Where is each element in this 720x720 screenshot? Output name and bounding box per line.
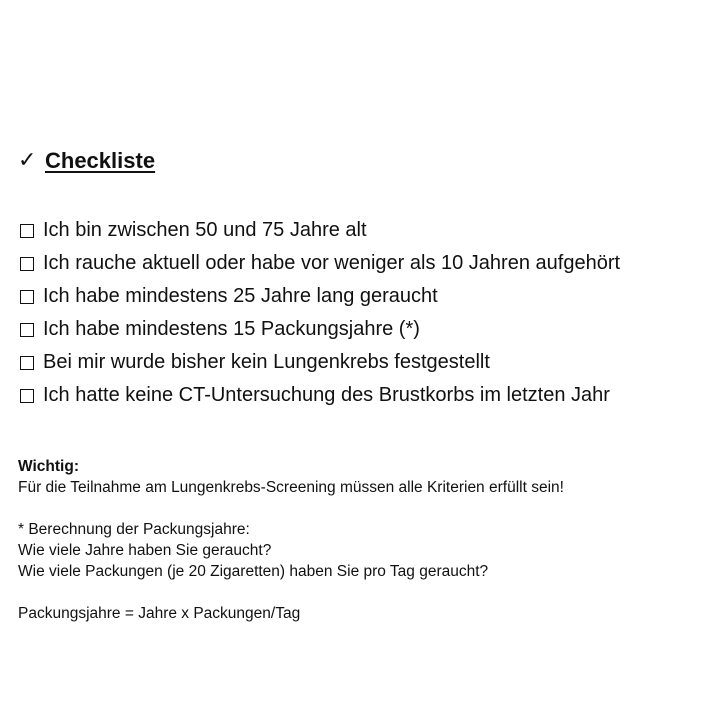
notice-text: Für die Teilnahme am Lungenkrebs-Screening müssen alle Kriterien erfüllt sein! xyxy=(18,479,564,496)
checkbox-icon[interactable] xyxy=(20,290,34,304)
checklist-items xyxy=(18,214,718,412)
checkbox-icon[interactable] xyxy=(20,389,34,403)
checklist-heading xyxy=(18,144,718,178)
calculation-question-packs: Wie viele Packungen (je 20 Zigaretten) haben Sie pro Tag geraucht? xyxy=(18,563,489,580)
spacer xyxy=(18,498,718,519)
checkbox-icon[interactable] xyxy=(20,323,34,337)
spacer xyxy=(18,582,718,603)
checklist-item-age[interactable] xyxy=(18,214,718,247)
checkbox-icon[interactable] xyxy=(20,257,34,271)
checklist-item-label: Bei mir wurde bisher kein Lungenkrebs festgestellt xyxy=(43,351,490,373)
calculation-question-years: Wie viele Jahre haben Sie geraucht? xyxy=(18,542,272,559)
notice-label: Wichtig: xyxy=(18,458,79,475)
checkbox-icon[interactable] xyxy=(20,356,34,370)
checklist-item-label: Ich rauche aktuell oder habe vor weniger als 10 Jahren aufgehört xyxy=(43,252,621,274)
calculation-formula: Packungsjahre = Jahre x Packungen/Tag xyxy=(18,605,301,622)
checklist-item-label: Ich habe mindestens 15 Packungsjahre (*) xyxy=(43,318,420,340)
info-section xyxy=(18,456,718,624)
checkbox-icon[interactable] xyxy=(20,224,34,238)
checklist-item-smoking-duration[interactable] xyxy=(18,280,718,313)
calculation-intro: * Berechnung der Packungsjahre: xyxy=(18,521,250,538)
checklist-item-label: Ich bin zwischen 50 und 75 Jahre alt xyxy=(43,219,367,241)
checklist-item-pack-years[interactable] xyxy=(18,313,718,346)
checklist-document xyxy=(18,144,718,624)
checklist-title: Checkliste xyxy=(45,148,156,173)
checklist-item-no-lung-cancer[interactable] xyxy=(18,346,718,379)
checklist-item-no-ct-scan[interactable] xyxy=(18,379,718,412)
checklist-item-smoking-status[interactable] xyxy=(18,247,718,280)
checklist-item-label: Ich habe mindestens 25 Jahre lang geraucht xyxy=(43,285,438,307)
checklist-item-label: Ich hatte keine CT-Untersuchung des Brustkorbs im letzten Jahr xyxy=(43,384,610,406)
checkmark-icon: ✓ xyxy=(18,148,37,173)
